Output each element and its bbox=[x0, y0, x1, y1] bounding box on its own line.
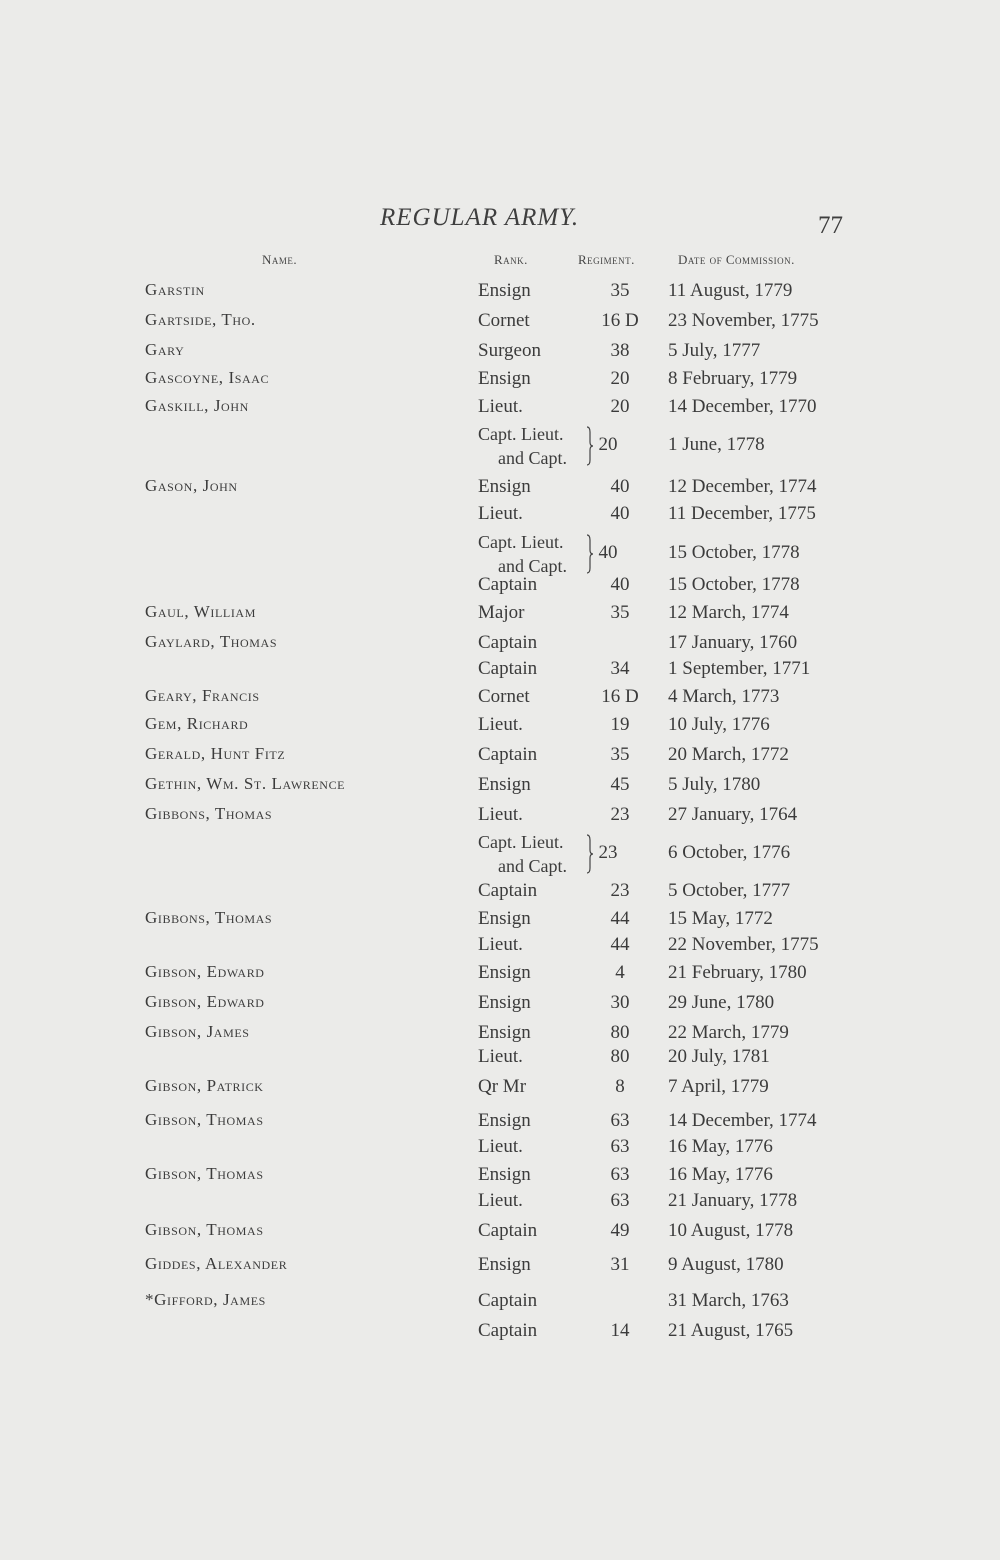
rank-line-2: and Capt. bbox=[498, 556, 567, 576]
list-item bbox=[0, 422, 1000, 474]
rank: Ensign bbox=[478, 992, 531, 1013]
rank: Ensign bbox=[478, 1022, 531, 1043]
list-item bbox=[0, 686, 1000, 714]
rank: Lieut. bbox=[478, 714, 523, 735]
commission-date: 21 August, 1765 bbox=[668, 1320, 794, 1341]
rank: Captain bbox=[478, 744, 538, 765]
officer-name: Gem, Richard bbox=[145, 714, 249, 733]
commission-date: 1 September, 1771 bbox=[668, 658, 811, 679]
commission-date: 10 July, 1776 bbox=[668, 714, 770, 735]
commission-date: 16 May, 1776 bbox=[668, 1136, 773, 1157]
regiment: 63 bbox=[610, 1190, 630, 1211]
regiment: 40 bbox=[610, 476, 630, 497]
rank: Ensign bbox=[478, 1110, 531, 1131]
list-item bbox=[0, 880, 1000, 908]
list-item bbox=[0, 830, 1000, 882]
column-header-date: Date of Commission. bbox=[678, 252, 795, 267]
page-header bbox=[0, 200, 1000, 250]
commission-date: 21 January, 1778 bbox=[668, 1190, 798, 1211]
rank: Major bbox=[478, 602, 525, 623]
commission-date: 11 December, 1775 bbox=[668, 503, 816, 524]
regiment: 23 bbox=[610, 804, 630, 825]
commission-date: 9 August, 1780 bbox=[668, 1254, 784, 1275]
list-item bbox=[0, 658, 1000, 686]
list-item bbox=[0, 908, 1000, 936]
regiment: 20 bbox=[598, 434, 618, 455]
rank: Lieut. bbox=[478, 1190, 523, 1211]
regiment: 23 bbox=[598, 842, 618, 863]
list-item bbox=[0, 1076, 1000, 1104]
commission-date: 29 June, 1780 bbox=[668, 992, 775, 1013]
officer-name: Gibson, James bbox=[145, 1022, 250, 1041]
list-item bbox=[0, 602, 1000, 630]
commission-date: 15 May, 1772 bbox=[668, 908, 773, 929]
regiment: 20 bbox=[610, 368, 630, 389]
rank: Surgeon bbox=[478, 340, 541, 361]
running-title: REGULAR ARMY. bbox=[380, 204, 580, 231]
list-item bbox=[0, 714, 1000, 742]
officer-name: Giddes, Alexander bbox=[145, 1254, 288, 1273]
column-header-regiment: Regiment. bbox=[578, 252, 635, 267]
rank: Cornet bbox=[478, 310, 530, 331]
officer-name: Gaskill, John bbox=[145, 396, 249, 415]
regiment: 35 bbox=[610, 744, 630, 765]
commission-date: 23 November, 1775 bbox=[668, 310, 819, 331]
commission-date: 22 March, 1779 bbox=[668, 1022, 789, 1043]
regiment: 16 D bbox=[601, 310, 639, 331]
regiment: 80 bbox=[610, 1046, 630, 1067]
regiment: 63 bbox=[610, 1136, 630, 1157]
regiment: 40 bbox=[610, 574, 630, 595]
list-item bbox=[0, 1290, 1000, 1318]
regiment: 30 bbox=[610, 992, 630, 1013]
regiment: 38 bbox=[610, 340, 630, 361]
regiment: 35 bbox=[610, 280, 630, 301]
rank-line-2: and Capt. bbox=[498, 856, 567, 876]
commission-date: 15 October, 1778 bbox=[668, 542, 800, 563]
rank: Ensign bbox=[478, 476, 531, 497]
officer-name: Garstin bbox=[145, 280, 205, 299]
rank: Ensign bbox=[478, 1254, 531, 1275]
regiment: 19 bbox=[610, 714, 630, 735]
rank-line-1: Capt. Lieut. bbox=[478, 532, 564, 552]
officer-name: Gibson, Thomas bbox=[145, 1164, 264, 1183]
list-item bbox=[0, 962, 1000, 990]
column-header-name: Name. bbox=[262, 252, 298, 267]
regiment: 44 bbox=[610, 908, 630, 929]
list-item bbox=[0, 1320, 1000, 1348]
list-item bbox=[0, 1164, 1000, 1192]
rank: Ensign bbox=[478, 908, 531, 929]
list-item bbox=[0, 476, 1000, 504]
commission-date: 1 June, 1778 bbox=[668, 434, 765, 455]
list-item bbox=[0, 1190, 1000, 1218]
page-number: 77 bbox=[818, 212, 843, 239]
officer-name: *Gifford, James bbox=[145, 1290, 266, 1309]
list-item bbox=[0, 340, 1000, 368]
officer-name: Gartside, Tho. bbox=[145, 310, 256, 329]
rank: Lieut. bbox=[478, 934, 523, 955]
regiment: 31 bbox=[610, 1254, 630, 1275]
regiment: 16 D bbox=[601, 686, 639, 707]
rank-line-1: Capt. Lieut. bbox=[478, 424, 564, 444]
rank: Captain bbox=[478, 1320, 538, 1341]
officer-name: Gascoyne, Isaac bbox=[145, 368, 270, 387]
rank-line-1: Capt. Lieut. bbox=[478, 832, 564, 852]
officer-name: Gibson, Thomas bbox=[145, 1220, 264, 1239]
regiment: 63 bbox=[610, 1110, 630, 1131]
rank: Qr Mr bbox=[478, 1076, 527, 1097]
rank: Ensign bbox=[478, 368, 531, 389]
commission-date: 17 January, 1760 bbox=[668, 632, 798, 653]
list-item bbox=[0, 396, 1000, 424]
rank: Lieut. bbox=[478, 1136, 523, 1157]
officer-name: Gibson, Edward bbox=[145, 992, 265, 1011]
commission-date: 20 March, 1772 bbox=[668, 744, 789, 765]
rank: Captain bbox=[478, 1220, 538, 1241]
regiment: 49 bbox=[610, 1220, 630, 1241]
rank: Ensign bbox=[478, 280, 531, 301]
officer-name: Gethin, Wm. St. Lawrence bbox=[145, 774, 346, 793]
rank: Lieut. bbox=[478, 503, 523, 524]
regiment: 40 bbox=[610, 503, 630, 524]
list-item bbox=[0, 280, 1000, 308]
rank: Captain bbox=[478, 574, 538, 595]
regiment: 44 bbox=[610, 934, 630, 955]
rank: Lieut. bbox=[478, 1046, 523, 1067]
regiment: 23 bbox=[610, 880, 630, 901]
officer-name: Gibson, Patrick bbox=[145, 1076, 264, 1095]
commission-date: 5 October, 1777 bbox=[668, 880, 791, 901]
commission-date: 4 March, 1773 bbox=[668, 686, 780, 707]
commission-date: 10 August, 1778 bbox=[668, 1220, 794, 1241]
regiment: 45 bbox=[610, 774, 630, 795]
commission-date: 11 August, 1779 bbox=[668, 280, 793, 301]
list-item bbox=[0, 1136, 1000, 1164]
commission-date: 12 December, 1774 bbox=[668, 476, 817, 497]
commission-date: 16 May, 1776 bbox=[668, 1164, 773, 1185]
list-item bbox=[0, 1046, 1000, 1074]
commission-date: 20 July, 1781 bbox=[668, 1046, 770, 1067]
rank bbox=[478, 422, 567, 470]
officer-name: Gibbons, Thomas bbox=[145, 908, 273, 927]
rank: Captain bbox=[478, 632, 538, 653]
officer-name: Gibson, Edward bbox=[145, 962, 265, 981]
rank: Lieut. bbox=[478, 804, 523, 825]
commission-date: 7 April, 1779 bbox=[668, 1076, 769, 1097]
regiment: 35 bbox=[610, 602, 630, 623]
regiment: 20 bbox=[610, 396, 630, 417]
list-item bbox=[0, 1110, 1000, 1138]
list-item bbox=[0, 503, 1000, 531]
commission-date: 5 July, 1777 bbox=[668, 340, 761, 361]
regiment: 34 bbox=[610, 658, 630, 679]
rank: Captain bbox=[478, 1290, 538, 1311]
list-item bbox=[0, 744, 1000, 772]
rank: Captain bbox=[478, 658, 538, 679]
regiment: 14 bbox=[610, 1320, 630, 1341]
commission-date: 22 November, 1775 bbox=[668, 934, 819, 955]
rank: Ensign bbox=[478, 774, 531, 795]
commission-date: 14 December, 1774 bbox=[668, 1110, 817, 1131]
list-item bbox=[0, 992, 1000, 1020]
commission-date: 21 February, 1780 bbox=[668, 962, 807, 983]
list-item bbox=[0, 804, 1000, 832]
commission-date: 27 January, 1764 bbox=[668, 804, 798, 825]
rank: Ensign bbox=[478, 1164, 531, 1185]
officer-name: Geary, Francis bbox=[145, 686, 260, 705]
rank: Cornet bbox=[478, 686, 530, 707]
regiment: 80 bbox=[610, 1022, 630, 1043]
list-item bbox=[0, 1254, 1000, 1282]
rank: Lieut. bbox=[478, 396, 523, 417]
commission-date: 12 March, 1774 bbox=[668, 602, 789, 623]
list-item bbox=[0, 574, 1000, 602]
officer-name: Gibson, Thomas bbox=[145, 1110, 264, 1129]
column-header-rank: Rank. bbox=[494, 252, 528, 267]
commission-date: 15 October, 1778 bbox=[668, 574, 800, 595]
list-item bbox=[0, 310, 1000, 338]
officer-name: Gibbons, Thomas bbox=[145, 804, 273, 823]
commission-date: 5 July, 1780 bbox=[668, 774, 761, 795]
officer-name: Gaylard, Thomas bbox=[145, 632, 278, 651]
rank: Ensign bbox=[478, 962, 531, 983]
commission-date: 8 February, 1779 bbox=[668, 368, 798, 389]
list-item bbox=[0, 934, 1000, 962]
regiment: 4 bbox=[615, 962, 625, 983]
regiment: 63 bbox=[610, 1164, 630, 1185]
officer-name: Gary bbox=[145, 340, 185, 359]
list-item bbox=[0, 368, 1000, 396]
commission-date: 6 October, 1776 bbox=[668, 842, 791, 863]
rank bbox=[478, 530, 567, 578]
regiment: 8 bbox=[615, 1076, 625, 1097]
commission-date: 14 December, 1770 bbox=[668, 396, 817, 417]
regiment: 40 bbox=[598, 542, 618, 563]
commission-date: 31 March, 1763 bbox=[668, 1290, 789, 1311]
list-item bbox=[0, 774, 1000, 802]
officer-name: Gason, John bbox=[145, 476, 238, 495]
rank: Captain bbox=[478, 880, 538, 901]
officer-name: Gaul, William bbox=[145, 602, 256, 621]
rank-line-2: and Capt. bbox=[498, 448, 567, 468]
rank bbox=[478, 830, 567, 878]
list-item bbox=[0, 632, 1000, 660]
officer-name: Gerald, Hunt Fitz bbox=[145, 744, 286, 763]
list-item bbox=[0, 1220, 1000, 1248]
